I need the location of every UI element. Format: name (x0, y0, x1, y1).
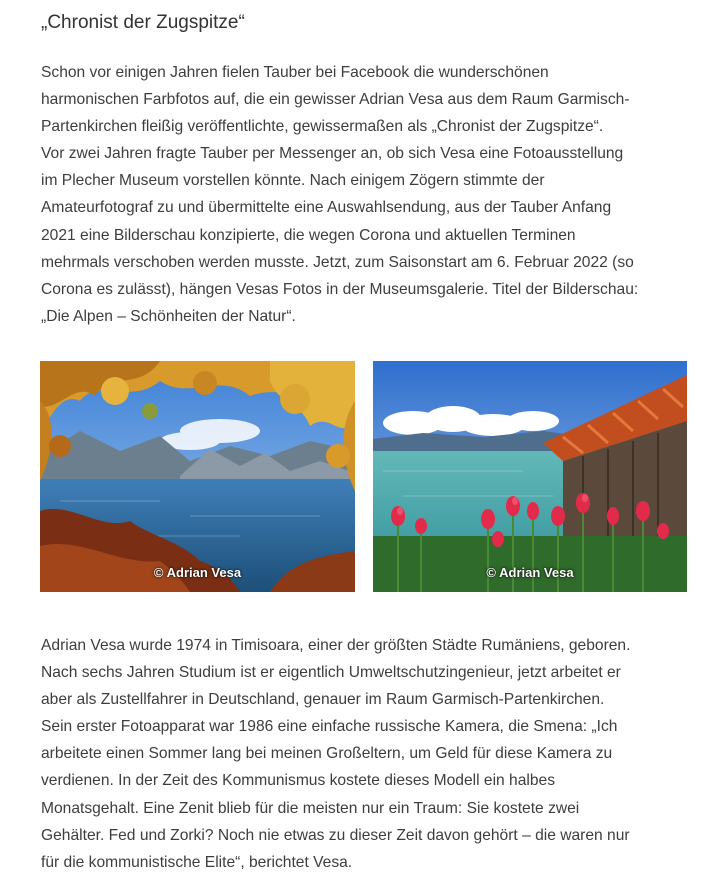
paragraph-line: „Die Alpen – Schönheiten der Natur“. (41, 307, 296, 325)
paragraph-line: Monatsgehalt. Eine Zenit blieb für die meisten nur ein Traum: Sie kostete zwei (41, 799, 580, 817)
paragraph-line: für die kommunistische Elite“, berichtet Vesa. (41, 853, 353, 871)
paragraph-line: aber als Zustellfahrer in Deutschland, genauer im Raum Garmisch-Partenkirchen. (41, 691, 605, 709)
paragraph-line: Partenkirchen fleißig veröffentlichte, gewissermaßen als „Chronist der Zugspitze“. (41, 118, 604, 136)
paragraph-line: 2021 eine Bilderschau konzipierte, die wegen Corona und aktuellen Terminen (41, 226, 576, 244)
paragraph-line: verdienen. In der Zeit des Kommunismus kostete dieses Modell ein halbes (41, 772, 555, 790)
tulips-lake-image (373, 361, 687, 592)
biography-paragraph (41, 632, 691, 876)
paragraph-line: arbeitete einen Sommer lang bei meinen Großeltern, um Geld für diese Kamera zu (41, 745, 613, 763)
paragraph-line: Corona es zulässt), hängen Vesas Fotos in der Museumsgalerie. Titel der Bilderschau: (41, 280, 639, 298)
paragraph-line: im Plecher Museum vorstellen könnte. Nach einigem Zögern stimmte der (41, 172, 545, 190)
paragraph-line: Adrian Vesa wurde 1974 in Timisoara, einer der größten Städte Rumäniens, geboren. (41, 637, 631, 654)
paragraph-line: harmonischen Farbfotos auf, die ein gewisser Adrian Vesa aus dem Raum Garmisch- (41, 91, 630, 109)
photo-tulips-lake[interactable] (373, 361, 687, 592)
paragraph-line: Schon vor einigen Jahren fielen Tauber bei Facebook die wunderschönen (41, 64, 549, 81)
paragraph-line: Nach sechs Jahren Studium ist er eigentlich Umweltschutzingenieur, jetzt arbeitet er (41, 664, 621, 682)
autumn-lake-image (40, 361, 355, 592)
photo-autumn-lake[interactable] (40, 361, 355, 592)
paragraph-line: Gehälter. Fed und Zorki? Noch nie etwas zu dieser Zeit davon gehört – die waren nur (41, 826, 630, 844)
paragraph-line: Sein erster Fotoapparat war 1986 eine einfache russische Kamera, die Smena: „Ich (41, 718, 618, 736)
photo-credit: © Adrian Vesa (153, 565, 242, 580)
section-heading: „Chronist der Zugspitze“ (41, 12, 245, 33)
paragraph-line: mehrmals verschoben werden musste. Jetzt, zum Saisonstart am 6. Februar 2022 (so (41, 253, 634, 271)
paragraph-line: Vor zwei Jahren fragte Tauber per Messenger an, ob sich Vesa eine Fotoausstellung (41, 145, 624, 163)
paragraph-line: Amateurfotograf zu und übermittelte eine Auswahlsendung, aus der Tauber Anfang (41, 199, 612, 217)
photo-credit: © Adrian Vesa (486, 565, 574, 580)
intro-paragraph (41, 59, 691, 330)
